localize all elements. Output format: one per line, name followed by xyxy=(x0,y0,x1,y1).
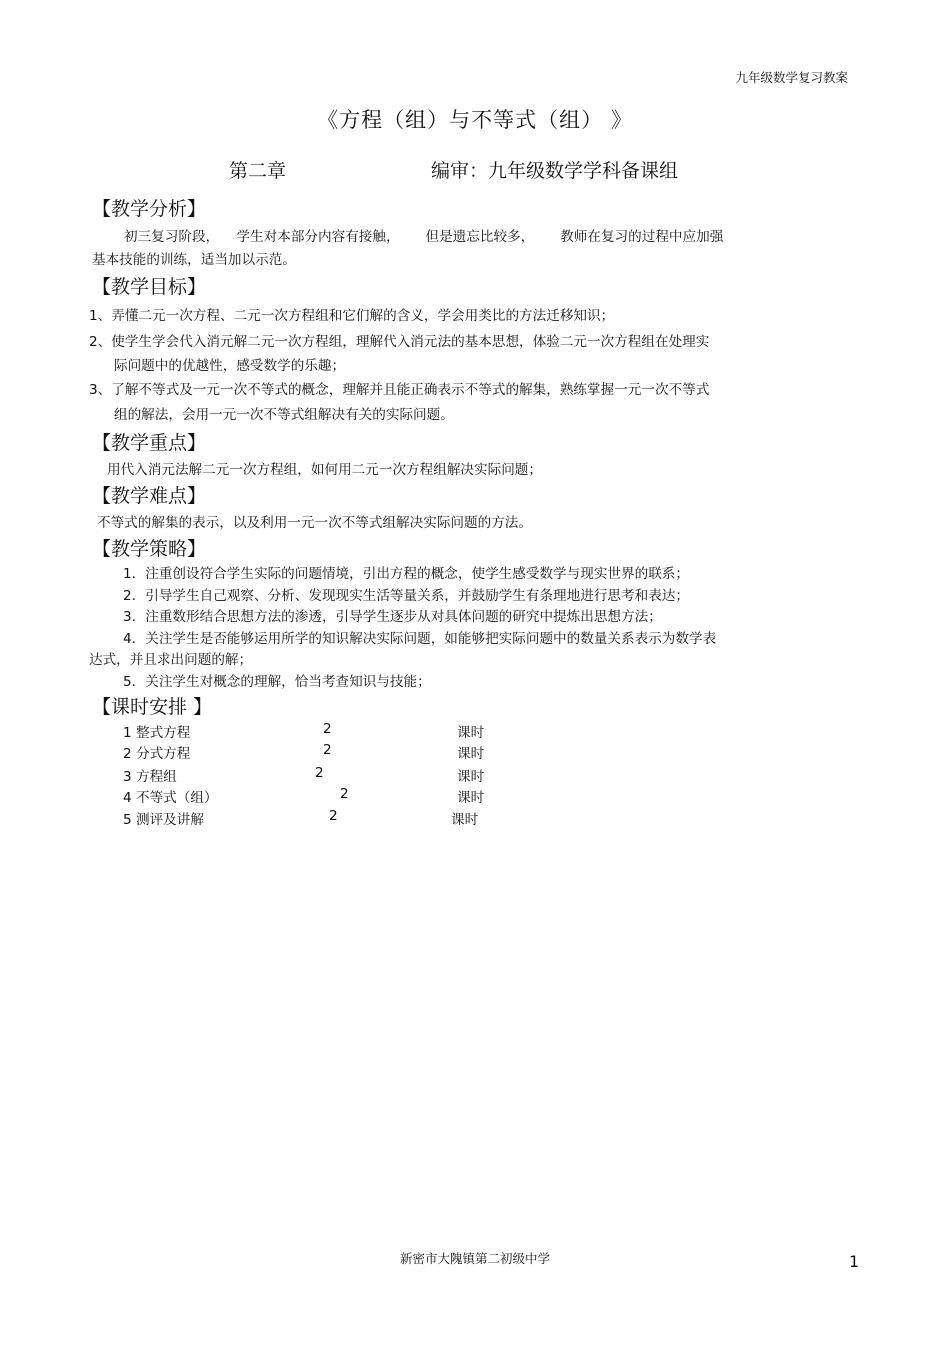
schedule-hours: 2 xyxy=(315,765,324,781)
page-number: 1 xyxy=(849,1252,860,1271)
schedule-item: 5 测评及讲解 xyxy=(123,812,204,828)
difficulties-text: 不等式的解集的表示，以及利用一元一次不等式组解决实际问题的方法。 xyxy=(97,515,532,531)
strategy-line: 1．注重创设符合学生实际的问题情境，引出方程的概念，使学生感受数学与现实世界的联系； xyxy=(123,566,689,582)
strategy-line: 4．关注学生是否能够运用所学的知识解决实际问题，如能够把实际问题中的数量关系表示为数学表 xyxy=(123,631,717,647)
section-heading-analysis: 【教学分析】 xyxy=(92,198,207,220)
goal-line: 际问题中的优越性，感受数学的乐趣； xyxy=(114,358,346,374)
section-heading-schedule: 【课时安排 】 xyxy=(92,696,213,718)
footer-school: 新密市大隗镇第二初级中学 xyxy=(399,1251,550,1266)
schedule-hours: 2 xyxy=(329,808,338,824)
goal-line: 组的解法，会用一元一次不等式组解决有关的实际问题。 xyxy=(114,407,454,423)
schedule-hours: 2 xyxy=(323,742,332,758)
goal-line: 1、弄懂二元一次方程、二元一次方程组和它们解的含义，学会用类比的方法迁移知识； xyxy=(89,308,615,324)
schedule-unit: 课时 xyxy=(457,746,485,762)
schedule-hours: 2 xyxy=(340,786,349,802)
chapter-label: 第二章 xyxy=(229,160,287,182)
goal-line: 3、了解不等式及一元一次不等式的概念，理解并且能正确表示不等式的解集，熟练掌握一元一次不等式 xyxy=(89,382,710,398)
schedule-item: 2 分式方程 xyxy=(123,746,191,762)
schedule-item: 1 整式方程 xyxy=(123,725,191,741)
schedule-unit: 课时 xyxy=(457,725,485,741)
document-title: 《方程（组）与不等式（组） 》 xyxy=(317,108,633,132)
goal-line: 2、使学生学会代入消元解二元一次方程组，理解代入消元法的基本思想，体验二元一次方程组在处理实 xyxy=(89,334,710,350)
schedule-hours: 2 xyxy=(323,721,332,737)
analysis-line: 初三复习阶段， 学生对本部分内容有接触， 但是遗忘比较多， 教师在复习的过程中应加强 xyxy=(124,229,724,245)
schedule-item: 4 不等式（组） xyxy=(123,790,218,806)
section-heading-strategy: 【教学策略】 xyxy=(92,538,207,560)
schedule-unit: 课时 xyxy=(457,769,485,785)
header-note: 九年级数学复习教案 xyxy=(735,70,848,85)
schedule-unit: 课时 xyxy=(457,790,485,806)
strategy-line: 达式，并且求出问题的解； xyxy=(89,652,253,668)
editor-label: 编审：九年级数学学科备课组 xyxy=(431,160,679,182)
schedule-item: 3 方程组 xyxy=(123,769,177,785)
schedule-unit: 课时 xyxy=(451,812,479,828)
section-heading-key-points: 【教学重点】 xyxy=(92,432,207,454)
section-heading-difficulties: 【教学难点】 xyxy=(92,485,207,507)
analysis-line: 基本技能的训练，适当加以示范。 xyxy=(92,252,296,268)
key-points-text: 用代入消元法解二元一次方程组，如何用二元一次方程组解决实际问题； xyxy=(107,462,542,478)
strategy-line: 5．关注学生对概念的理解，恰当考查知识与技能； xyxy=(123,674,431,690)
strategy-line: 3．注重数形结合思想方法的渗透，引导学生逐步从对具体问题的研究中提炼出思想方法； xyxy=(123,609,662,625)
strategy-line: 2．引导学生自己观察、分析、发现现实生活等量关系，并鼓励学生有条理地进行思考和表达； xyxy=(123,588,689,604)
section-heading-goals: 【教学目标】 xyxy=(92,276,207,298)
